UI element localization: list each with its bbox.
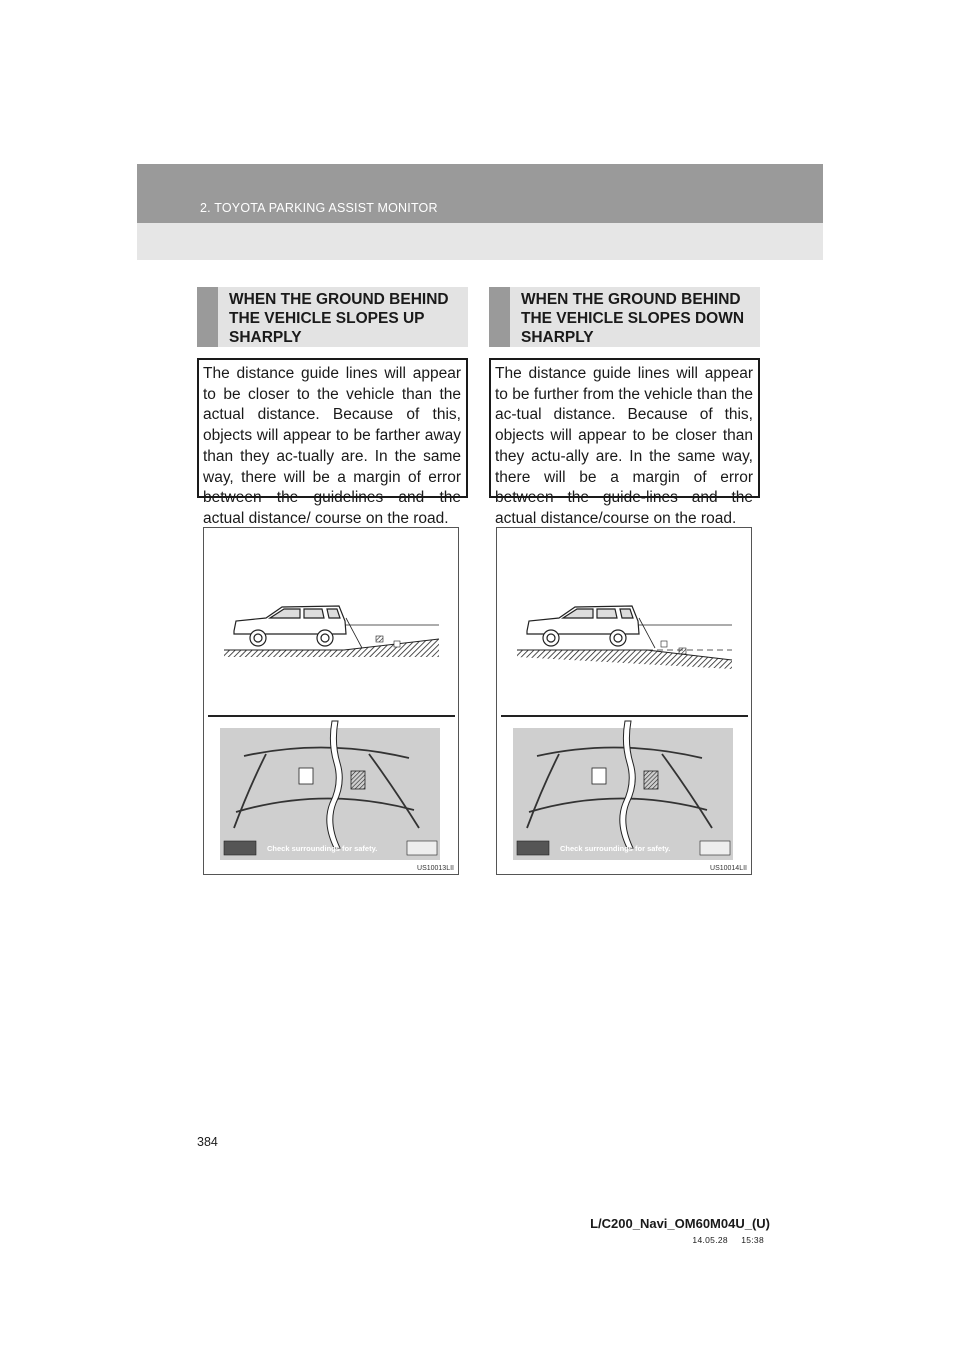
right-heading-box [489,287,760,347]
screen-message: Check surroundings for safety. [560,844,671,853]
document-timestamp: 14.05.28 15:38 [692,1235,764,1245]
right-heading: WHEN THE GROUND BEHIND THE VEHICLE SLOPES DOWN SHARPLY [521,291,745,346]
header-top-bar [137,164,823,223]
header-band [137,164,823,260]
figure-slope-down [496,527,752,875]
page-number: 384 [197,1135,218,1149]
right-column [489,287,760,527]
left-column [197,287,468,527]
left-heading-box [197,287,468,347]
slope-down-illustration [497,528,753,876]
right-body-text: The distance guide lines will appear to be further from the vehicle than the ac-tual distance. Because of this, objects will appear to be closer than they actu-ally are. In the same way, there will be a margin of error between the guide-lines and the actual distance/course on the road. [489,358,760,498]
section-title: 2. TOYOTA PARKING ASSIST MONITOR [200,201,438,215]
left-body-text: The distance guide lines will appear to be closer to the vehicle than the actual distance. Because of this, objects will appear to be farther away than they ac-tually are. In the same way, there will be a margin of error between the guidelines and the actual distance/ course on the road. [197,358,468,498]
heading-accent-bar [489,287,510,347]
car-icon [234,606,346,646]
figure-code: US10013LII [417,865,454,872]
car-icon [527,606,639,646]
document-id: L/C200_Navi_OM60M04U_(U) [590,1216,770,1231]
left-heading: WHEN THE GROUND BEHIND THE VEHICLE SLOPES UP SHARPLY [229,291,449,346]
heading-accent-bar [197,287,218,347]
slope-up-illustration [204,528,460,876]
figure-code: US10014LII [710,865,747,872]
screen-message: Check surroundings for safety. [267,844,378,853]
figure-slope-up [203,527,459,875]
